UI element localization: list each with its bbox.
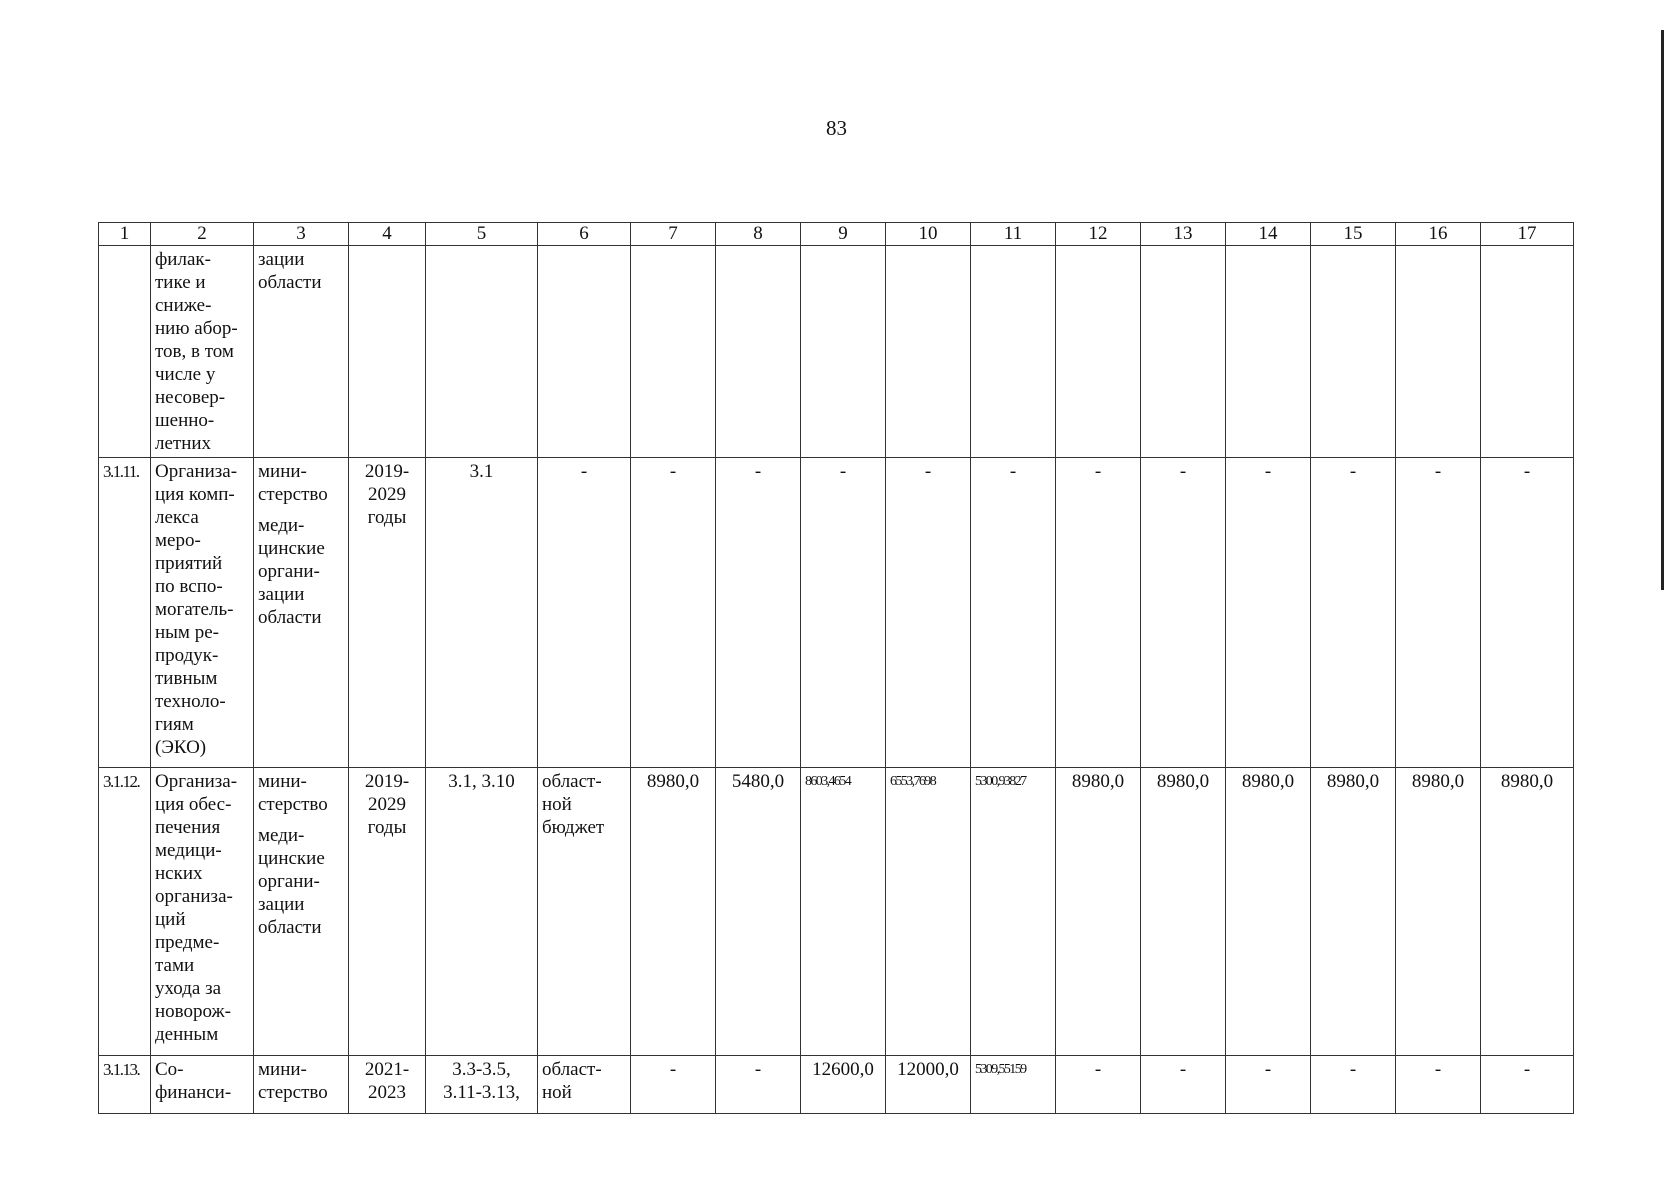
value-cell: - (1141, 458, 1226, 768)
source-cell: област- ной бюджет (538, 768, 631, 1056)
table-row (99, 246, 1574, 458)
value-cell: 6553,7698 (886, 768, 971, 1056)
source-cell (538, 246, 631, 458)
value-cell: - (1226, 458, 1311, 768)
col-header: 3 (254, 223, 349, 246)
indicators-cell: 3.3-3.5, 3.11-3.13, (426, 1056, 538, 1114)
value-cell: - (1396, 1056, 1481, 1114)
value-cell: - (1141, 1056, 1226, 1114)
value-cell: - (716, 1056, 801, 1114)
indicators-cell (426, 246, 538, 458)
value-cell: - (1056, 458, 1141, 768)
indicators-cell: 3.1 (426, 458, 538, 768)
value-cell: - (971, 458, 1056, 768)
value-cell (1481, 246, 1574, 458)
col-header: 4 (349, 223, 426, 246)
value-cell (1056, 246, 1141, 458)
executor-primary: мини- стерство (258, 1059, 328, 1103)
value-cell: 12000,0 (886, 1056, 971, 1114)
col-header: 10 (886, 223, 971, 246)
period-cell: 2021- 2023 (349, 1056, 426, 1114)
value-cell: - (1396, 458, 1481, 768)
col-header: 7 (631, 223, 716, 246)
page-number: 83 (826, 116, 847, 140)
executor-cell (254, 1056, 349, 1114)
value-cell (1141, 246, 1226, 458)
col-header: 6 (538, 223, 631, 246)
value-cell: 8980,0 (1396, 768, 1481, 1056)
executor-primary: мини- стерство (258, 461, 328, 505)
value-cell: 5300,93827 (971, 768, 1056, 1056)
value-cell: - (631, 458, 716, 768)
col-header: 13 (1141, 223, 1226, 246)
value-cell (716, 246, 801, 458)
value-cell (886, 246, 971, 458)
column-number-row (99, 223, 1574, 246)
scan-edge-line (1661, 30, 1664, 590)
value-cell: - (1481, 1056, 1574, 1114)
value-cell (1226, 246, 1311, 458)
value-cell: - (1481, 458, 1574, 768)
value-cell: 8980,0 (1056, 768, 1141, 1056)
executor-primary: мини- стерство (258, 771, 328, 815)
value-cell (1311, 246, 1396, 458)
value-cell: 8980,0 (631, 768, 716, 1056)
table-row (99, 458, 1574, 768)
value-cell (801, 246, 886, 458)
value-cell: 12600,0 (801, 1056, 886, 1114)
col-header: 16 (1396, 223, 1481, 246)
col-header: 8 (716, 223, 801, 246)
executor-cell (254, 246, 349, 458)
measure-code (99, 246, 151, 458)
col-header: 1 (99, 223, 151, 246)
col-header: 11 (971, 223, 1056, 246)
value-cell: 8603,4654 (801, 768, 886, 1056)
value-cell (631, 246, 716, 458)
program-table (98, 222, 1574, 1114)
value-cell: - (1311, 1056, 1396, 1114)
measure-code: 3.1.13. (99, 1056, 151, 1114)
value-cell: 8980,0 (1141, 768, 1226, 1056)
measure-name: Организа- ция комп- лекса меро- приятий по вспо- могатель- ным ре- продук- тивным техноло- гиям (ЭКО) (151, 458, 254, 768)
value-cell (971, 246, 1056, 458)
executor-cell (254, 458, 349, 768)
measure-code: 3.1.12. (99, 768, 151, 1056)
value-cell: - (1226, 1056, 1311, 1114)
value-cell: 8980,0 (1311, 768, 1396, 1056)
value-cell: - (801, 458, 886, 768)
value-cell: 5309,55159 (971, 1056, 1056, 1114)
measure-name: филак- тике и сниже- нию абор- тов, в том числе у несовер- шенно- летних (151, 246, 254, 458)
col-header: 12 (1056, 223, 1141, 246)
period-cell (349, 246, 426, 458)
measure-name: Со- финанси- (151, 1056, 254, 1114)
indicators-cell: 3.1, 3.10 (426, 768, 538, 1056)
period-cell: 2019- 2029 годы (349, 458, 426, 768)
measure-code: 3.1.11. (99, 458, 151, 768)
executor-co: меди- цинские органи- зации области (258, 515, 325, 628)
period-cell: 2019- 2029 годы (349, 768, 426, 1056)
measure-name: Организа- ция обес- печения медици- нских организа- ций предме- тами ухода за новорож- денным (151, 768, 254, 1056)
value-cell: - (1056, 1056, 1141, 1114)
value-cell: 5480,0 (716, 768, 801, 1056)
value-cell (1396, 246, 1481, 458)
col-header: 15 (1311, 223, 1396, 246)
col-header: 14 (1226, 223, 1311, 246)
value-cell: - (631, 1056, 716, 1114)
value-cell: - (886, 458, 971, 768)
col-header: 5 (426, 223, 538, 246)
source-cell: област- ной (538, 1056, 631, 1114)
table-row (99, 768, 1574, 1056)
table-row (99, 1056, 1574, 1114)
value-cell: 8980,0 (1481, 768, 1574, 1056)
executor-primary: зации области (258, 249, 322, 293)
value-cell: - (1311, 458, 1396, 768)
col-header: 9 (801, 223, 886, 246)
col-header: 2 (151, 223, 254, 246)
col-header: 17 (1481, 223, 1574, 246)
executor-co: меди- цинские органи- зации области (258, 825, 325, 938)
executor-cell (254, 768, 349, 1056)
value-cell: - (716, 458, 801, 768)
source-cell: - (538, 458, 631, 768)
value-cell: 8980,0 (1226, 768, 1311, 1056)
